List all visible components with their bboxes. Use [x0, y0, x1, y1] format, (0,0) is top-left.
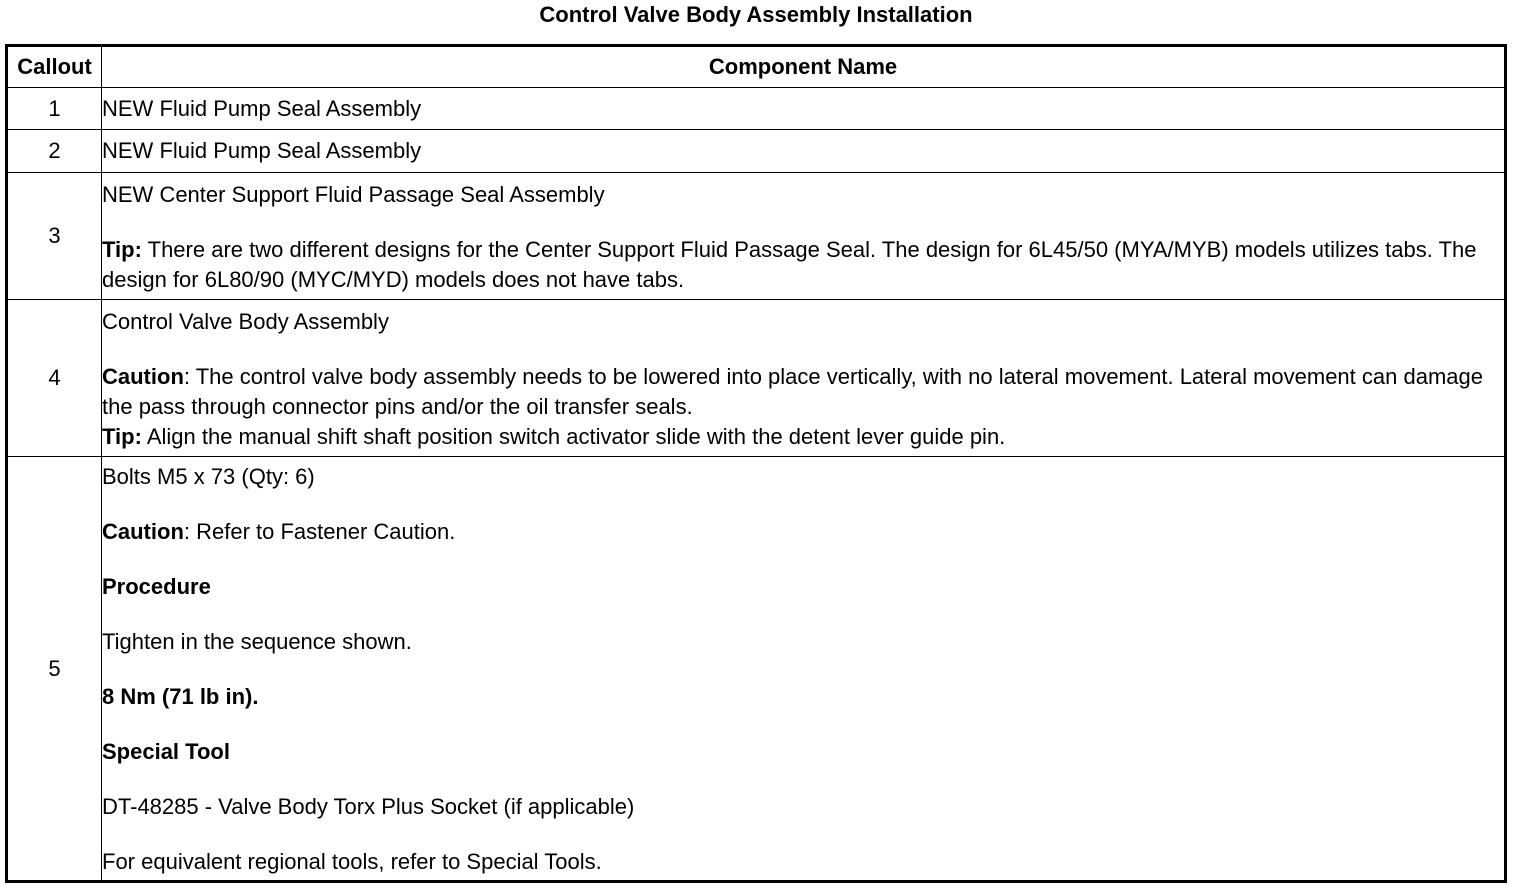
tip-text: Align the manual shift shaft position switch activator slide with the detent lever guide pin.	[141, 423, 1006, 449]
callout-number: 1	[7, 88, 102, 130]
table-row	[7, 300, 1506, 457]
table-row	[7, 88, 1506, 130]
components-table	[5, 44, 1507, 883]
page-title: Control Valve Body Assembly Installation	[539, 2, 973, 27]
component-name: Bolts M5 x 73 (Qty: 6)	[102, 464, 315, 489]
table-row	[7, 457, 1506, 882]
component-name: NEW Center Support Fluid Passage Seal Assembly	[102, 181, 605, 207]
caution-label: Caution	[102, 519, 184, 544]
callout-number: 2	[7, 130, 102, 173]
tip-note	[102, 422, 1504, 452]
procedure-text: Tighten in the sequence shown.	[102, 629, 412, 654]
procedure-heading: Procedure	[102, 574, 211, 599]
tip-label: Tip:	[102, 423, 142, 449]
header-component-name: Component Name	[102, 46, 1506, 88]
caution-label: Caution	[102, 363, 184, 389]
component-name: NEW Fluid Pump Seal Assembly	[102, 88, 1506, 130]
tip-text: There are two different designs for the Center Support Fluid Passage Seal. The design for 6L45/50 (MYA/MYB) models utilizes tabs. The design for 6L80/90 (MYC/MYD) models does not have tabs.	[102, 236, 1477, 292]
caution-note	[102, 362, 1504, 422]
component-details	[102, 300, 1506, 457]
special-tool-heading: Special Tool	[102, 739, 230, 764]
component-details	[102, 457, 1506, 882]
tip-label: Tip:	[102, 236, 142, 262]
special-tool-text: DT-48285 - Valve Body Torx Plus Socket (if applicable)	[102, 794, 635, 819]
table-row	[7, 130, 1506, 173]
caution-note	[102, 517, 1504, 547]
component-details	[102, 173, 1506, 300]
component-name: Control Valve Body Assembly	[102, 308, 389, 334]
caution-text: : The control valve body assembly needs to be lowered into place vertically, with no lateral movement. Lateral movement can damage the pass through connector pins and/or the oil transfer seals.	[102, 363, 1483, 419]
callout-number: 3	[7, 173, 102, 300]
table-header-row	[7, 46, 1506, 88]
tip-note	[102, 235, 1504, 295]
table-row	[7, 173, 1506, 300]
header-callout: Callout	[7, 46, 102, 88]
callout-number: 5	[7, 457, 102, 882]
callout-number: 4	[7, 300, 102, 457]
caution-text: : Refer to Fastener Caution.	[183, 519, 456, 544]
regional-tools-text: For equivalent regional tools, refer to Special Tools.	[102, 849, 602, 874]
torque-spec: 8 Nm (71 lb in).	[102, 684, 259, 709]
component-name: NEW Fluid Pump Seal Assembly	[102, 130, 1506, 173]
